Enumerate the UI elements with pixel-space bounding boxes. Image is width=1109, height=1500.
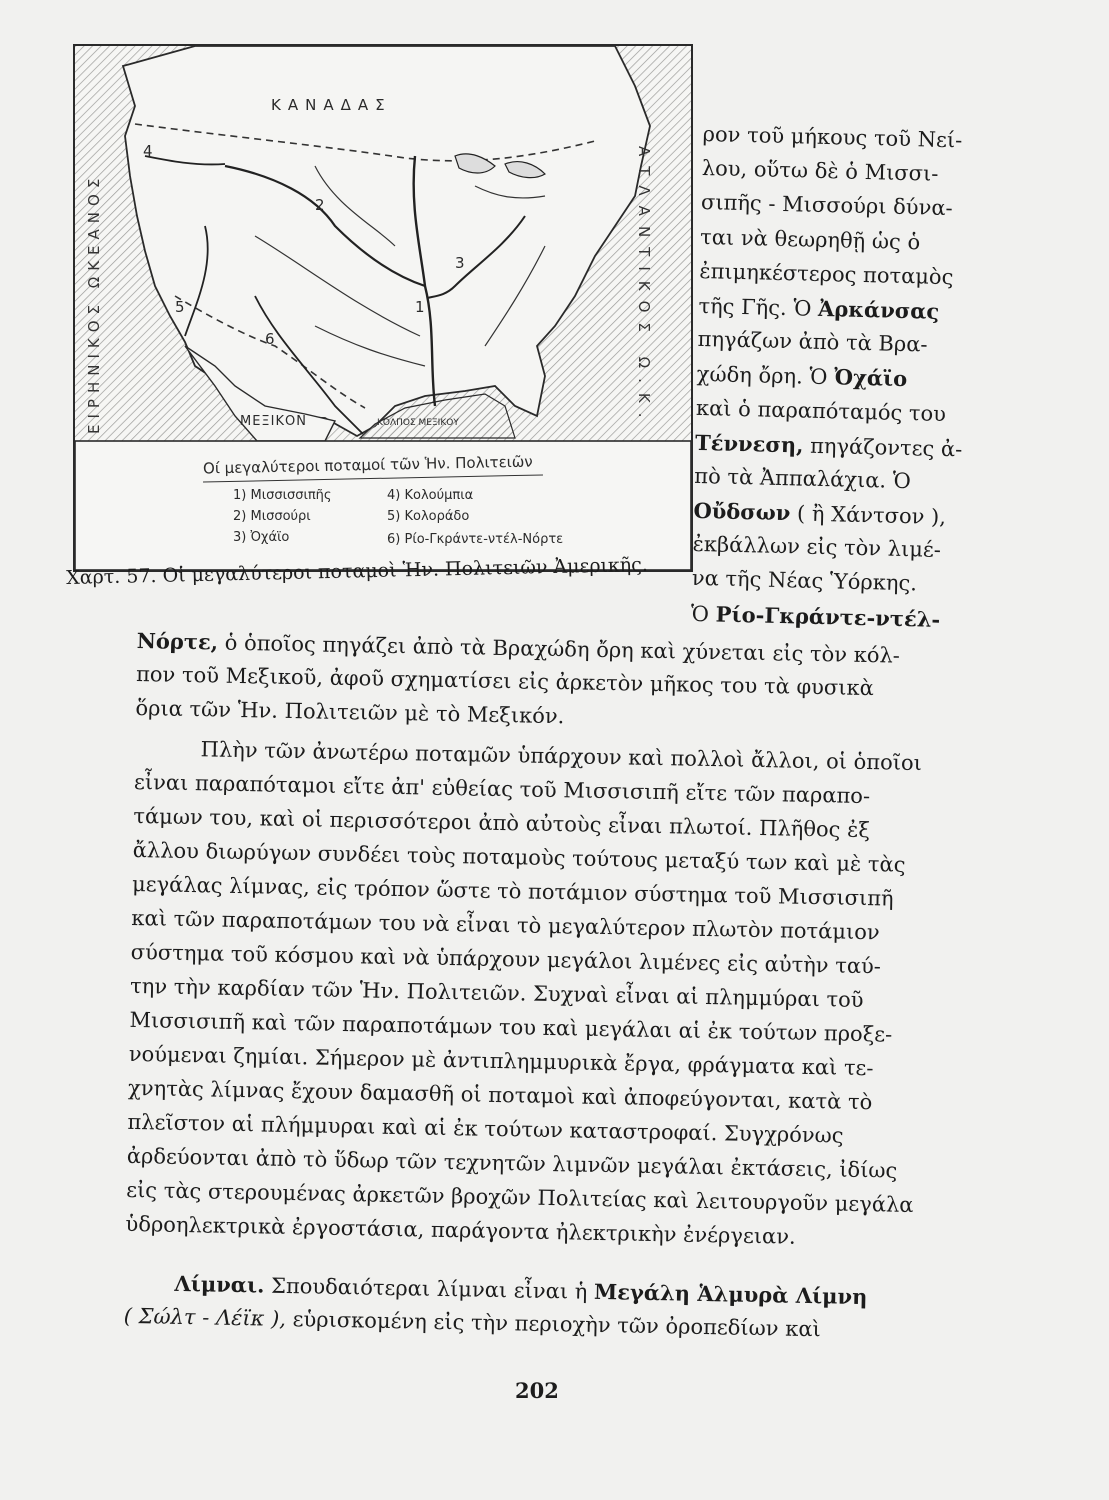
italic-term: ( Σώλτ - Λέϊκ ), [123,1303,287,1331]
map-label-mexico: ΜΕΞΙΚΟΝ [240,414,307,429]
text-line: λου, οὕτω δὲ ὁ Μισσι- [701,156,939,186]
bold-term: Τέννεση, [694,429,804,458]
text-run: ὁ ὁποῖος πηγάζει ἀπὸ τὰ Βραχώδη ὄρη καὶ χύνεται εἰς τὸν κόλ- [217,630,901,668]
text-line: καὶ τῶν παραποτάμων του νὰ εἶναι τὸ μεγαλύτερον πλωτὸν ποτάμιον [131,905,880,945]
map-caption: Χαρτ. 57. Οἱ μεγαλύτεροι ποταμοὶ Ἡν. Πολιτειῶν Ἀμερικῆς. [66,553,649,589]
text-line: Μισσισιπῆ καὶ τῶν παραποτάμων του καὶ μεγάλαι αἱ ἐκ τούτων προξε- [129,1007,893,1047]
text-run: τῆς Γῆς. Ὁ [698,293,819,321]
text-run: χώδη ὄρη. Ὁ [696,362,835,390]
text-line: πλεῖστον αἱ πλήμμυραι καὶ αἱ ἐκ τούτων καταστροφαί. Συγχρόνως [127,1109,844,1148]
legend-item: 2) Μισσούρι [233,509,311,524]
river-number: 4 [143,142,153,160]
river-number: 2 [315,196,325,214]
text-line: σύστημα τοῦ κόσμου καὶ νὰ ὑπάρχουν μεγάλοι λιμένες εἰς αὐτὴν ταύ- [130,939,882,979]
bold-term: Ἀρκάνσας [817,295,940,324]
text-line: πηγάζων ἀπὸ τὰ Βρα- [697,327,928,357]
map-label-atlantic: ΑΤΛΑΝΤΙΚΟΣ Ω.Κ. [635,146,653,428]
text-line: εἰς τὰς στερουμένας ἀρκετῶν βροχῶν Πολιτείας καὶ λειτουργοῦν μεγάλα [125,1177,914,1218]
bold-term: Ρίο-Γκράντε-ντέλ- [715,601,941,632]
text-line: ἄλλου διωρύγων συνδέει τοὺς ποταμοὺς τούτους μεταξύ των καὶ μὲ τὰς [132,837,906,877]
text-line [690,600,981,641]
legend-title: Οί μεγαλύτεροι ποταμοί τῶν Ἡν. Πολιτειῶν [202,452,533,478]
text-line: ὅρια τῶν Ἡν. Πολιτειῶν μὲ τὸ Μεξικόν. [135,695,565,729]
text-run: εὑρισκομένη εἰς τὴν περιοχὴν τῶν ὀροπεδίων καὶ [285,1306,821,1342]
rivers-map [73,44,693,572]
text-line: πον τοῦ Μεξικοῦ, ἀφοῦ σχηματίσει εἰς ἀρκετὸν μῆκος του τὰ φυσικὰ [135,661,875,701]
river-number: 5 [175,298,185,316]
bold-term: Μεγάλη Ἁλμυρὰ Λίμνη [593,1278,868,1310]
page-number: 202 [515,1378,559,1403]
map-label-pacific: ΕΙΡΗΝΙΚΟΣ ΩΚΕΑΝΟΣ [85,172,103,434]
text-line: ἐπιμηκέστερος ποταμὸς [699,258,954,289]
legend-item: 5) Κολοράδο [387,509,470,524]
map-label-canada: ΚΑΝΑΔΑΣ [271,96,392,114]
text-line: χνητὰς λίμνας ἔχουν δαμασθῆ οἱ ποταμοὶ καὶ ἀποφεύγονται, κατὰ τὸ [127,1075,873,1115]
river-number: 1 [415,298,425,316]
map-label-gulf: ΚΟΛΠΟΣ ΜΕΞΙΚΟΥ [377,418,459,428]
text-run: Σπουδαιότεραι λίμναι εἶναι ἡ [264,1273,595,1304]
text-line: ται νὰ θεωρηθῇ ὡς ὁ [699,224,921,254]
body-text [123,628,976,1354]
legend-item: 4) Κολούμπια [387,488,474,503]
legend-item: 6) Ρίο-Γκράντε-ντέλ-Νόρτε [387,532,564,547]
text-line: εἶναι παραπόταμοι εἴτε ἀπ' εὐθείας τοῦ Μισσισιπῆ εἴτε τῶν παραπο- [133,769,871,809]
text-line: Πλὴν τῶν ἀνωτέρω ποταμῶν ὑπάρχουν καὶ πολλοὶ ἄλλοι, οἱ ὁποῖοι [200,737,923,776]
legend-item: 3) Ὀχάϊο [233,530,290,545]
bold-term: Οὔδσων [693,497,791,526]
side-column [690,122,992,642]
text-line: νούμεναι ζημίαι. Σήμερον μὲ ἀντιπλημμυρικὰ ἔργα, φράγματα καὶ τε- [128,1041,874,1081]
text-line: μεγάλας λίμνας, εἰς τρόπον ὥστε τὸ ποτάμιον σύστημα τοῦ Μισσισιπῆ [131,871,894,911]
text-line: τάμων του, καὶ οἱ περισσότεροι ἀπὸ αὐτοὺς εἶναι πλωτοί. Πλῆθος ἐξ [133,803,871,843]
text-line: ἐκβάλλων εἰς τὸν λιμέ- [692,532,942,563]
section-heading: Λίμναι. [174,1270,265,1298]
river-number: 3 [455,254,465,272]
map-drawing [75,46,691,570]
text-run: Ὁ [690,601,717,627]
text-run: πηγάζοντες ἀ- [803,433,963,462]
text-line: την τὴν καρδίαν τῶν Ἡν. Πολιτειῶν. Συχναὶ εἶναι αἱ πλημμύραι τοῦ [129,973,864,1013]
text-line: ἀρδεύονται ἀπὸ τὸ ὕδωρ τῶν τεχνητῶν λιμνῶν μεγάλαι ἐκτάσεις, ἰδίως [126,1143,898,1183]
text-line: ρον τοῦ μήκους τοῦ Νεί- [702,122,963,153]
text-line: να τῆς Νέας Ὑόρκης. [691,566,918,596]
text-line: πὸ τὰ Ἀππαλάχια. Ὁ [694,463,912,494]
text-line: σιπῆς - Μισσούρι δύνα- [700,190,953,221]
legend-item: 1) Μισσισσιπῆς [233,488,332,503]
bold-term: Νόρτε, [136,628,219,655]
bold-term: Ὀχάϊο [833,364,908,392]
text-line: ὑδροηλεκτρικὰ ἐργοστάσια, παράγοντα ἠλεκτρικὴν ἐνέργειαν. [125,1211,796,1249]
text-line: καὶ ὁ παραπόταμός του [695,395,947,426]
river-number: 6 [265,330,275,348]
text-run: ( ἢ Χάντσον ), [790,501,947,530]
